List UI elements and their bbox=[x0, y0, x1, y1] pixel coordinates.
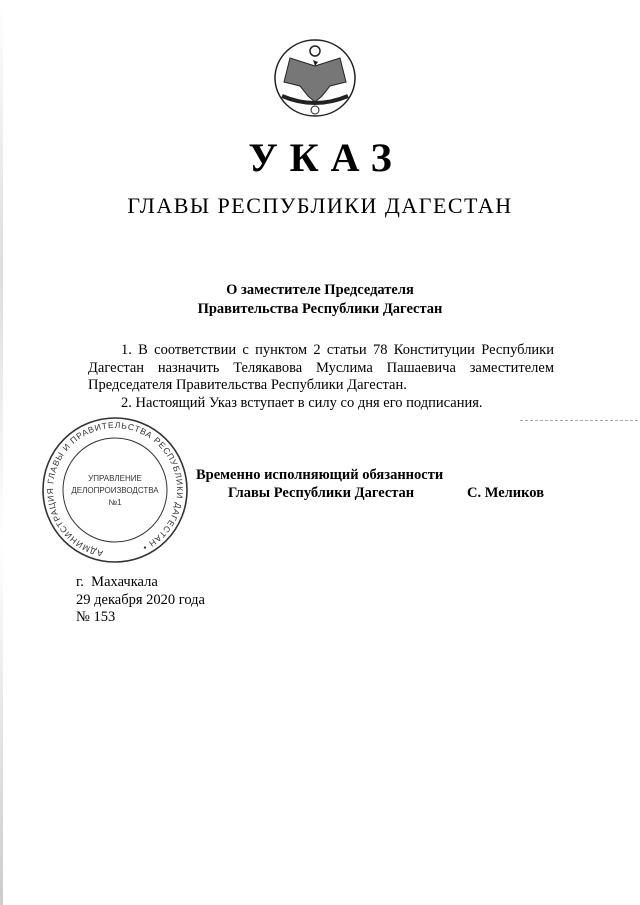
scan-mark bbox=[520, 420, 638, 421]
heading-line-1: О заместителе Председателя bbox=[226, 282, 414, 298]
signatory-name: С. Меликов bbox=[467, 485, 545, 501]
svg-text:ДЕЛОПРОИЗВОДСТВА: ДЕЛОПРОИЗВОДСТВА bbox=[71, 486, 159, 495]
document-body bbox=[88, 342, 554, 412]
signatory-position-line-2: Главы Республики Дагестан bbox=[228, 485, 415, 501]
document-heading bbox=[0, 281, 640, 319]
document-title: УКАЗ bbox=[248, 135, 404, 180]
heading-line-2: Правительства Республики Дагестан bbox=[197, 301, 443, 317]
svg-text:№1: №1 bbox=[108, 498, 122, 507]
official-stamp bbox=[40, 415, 190, 565]
svg-text:УПРАВЛЕНИЕ: УПРАВЛЕНИЕ bbox=[88, 474, 142, 483]
date: 29 декабря 2020 года bbox=[76, 591, 205, 608]
signatory-position-line-1: Временно исполняющий обязанности bbox=[196, 467, 444, 483]
document-subtitle: ГЛАВЫ РЕСПУБЛИКИ ДАГЕСТАН bbox=[127, 193, 513, 218]
paragraph-2: 2. Настоящий Указ вступает в силу со дня его подписания. bbox=[121, 394, 483, 411]
decree-number: № 153 bbox=[76, 609, 116, 626]
coat-of-arms-emblem bbox=[270, 36, 360, 120]
place: г. Махачкала bbox=[76, 574, 158, 590]
document-footer bbox=[76, 574, 205, 627]
paragraph-1: 1. В соответствии с пунктом 2 статьи 78 Конституции Республики Дагестан назначить Телякавова Муслима Пашаевича заместителем Председателя Правительства Республики Дагестан. bbox=[88, 342, 554, 394]
svg-text:АДМИНИСТРАЦИЯ ГЛАВЫ И ПРАВИТЕЛ: АДМИНИСТРАЦИЯ ГЛАВЫ И ПРАВИТЕЛЬСТВА РЕСПУБЛИКИ ДАГЕСТАН • bbox=[45, 419, 186, 559]
